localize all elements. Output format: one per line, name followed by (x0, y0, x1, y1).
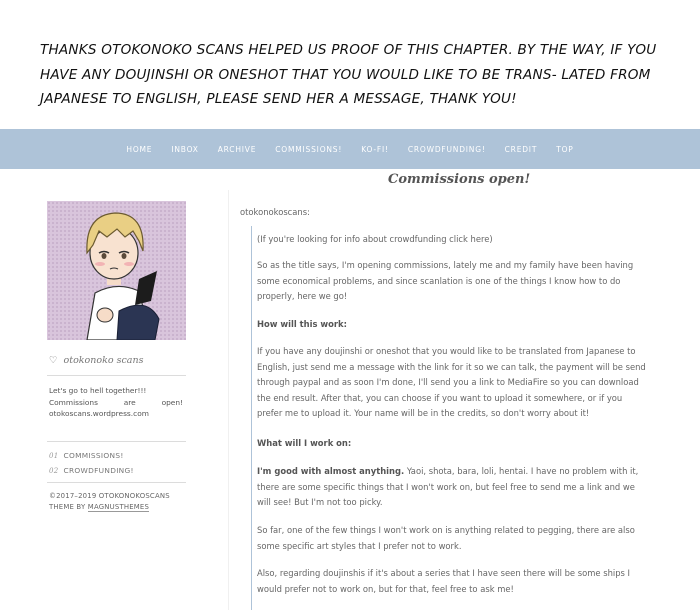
link-number: 01 (49, 452, 59, 460)
post-subheading-what (257, 436, 649, 452)
sidebar-divider (47, 375, 186, 376)
theme-prefix: THEME BY (49, 503, 88, 511)
post-subheading-how (257, 317, 649, 333)
nav-top[interactable]: TOP (556, 144, 574, 154)
nav-credit[interactable]: CREDIT (504, 144, 538, 154)
nav-archive[interactable]: ARCHIVE (217, 144, 257, 154)
link-label: COMMISSIONS! (63, 451, 124, 460)
description-word: are (123, 397, 136, 407)
nav-inbox[interactable]: INBOX (171, 144, 199, 154)
nav-home[interactable]: HOME (126, 144, 153, 154)
top-navigation (0, 129, 700, 169)
link-label: CROWDFUNDING! (63, 466, 134, 475)
sidebar-footer (49, 491, 189, 513)
sidebar-link-crowdfunding[interactable] (49, 466, 134, 475)
description-line-1: Let's go to hell together!!! (49, 386, 147, 395)
post-paragraph: So as the title says, I'm opening commissions, lately me and my family have been having some economical problems, and since scanlation is one of the things I know how to do properly, here we go! (257, 260, 634, 302)
sidebar-link-commissions[interactable] (49, 451, 124, 460)
post-author[interactable]: otokonokoscans: (240, 207, 310, 217)
nav-crowdfunding[interactable]: CROWDFUNDING! (407, 144, 486, 154)
description-link[interactable]: otokoscans.wordpress.com (49, 409, 149, 418)
post-paragraph: If you have any doujinshi or oneshot that you would like to be translated from Japanese to English, just send me a message with the link for it so we can talk, the payment will be send through paypal and as soon I'm done, I'll send you a link to MediaFire so you can download the end result. After that, you can choose if you want to upload it somewhere, or if you prefer me to upload it. Your name will be in the credits, so don't worry about it! (257, 346, 646, 419)
subheading-how-text: How will this work: (257, 319, 347, 329)
copyright-text: ©2017–2019 OTOKONOKOSCANS (49, 492, 170, 500)
post-paragraph: Also, regarding doujinshis if it's about a series that I have seen there will be some ships I would prefer not to work on, but for that, feel free to ask me! (257, 568, 631, 594)
paragraph-rest: Yaoi, shota, bara, loli, hentai. I have no problem with it, there are some specific things that I won't work on, but feel free to send me a link and we will see! But I'm not too picky. (257, 466, 639, 508)
theme-link[interactable]: MAGNUSTHEMES (87, 503, 150, 511)
crowdfunding-info-link[interactable]: (If you're looking for info about crowdfunding click here) (257, 234, 493, 244)
post-paragraph: So far, one of the few things I won't work on is anything related to pegging, there are also some specific art styles that I prefer not to work. (257, 525, 635, 551)
bold-lead: I'm good with almost anything. (257, 466, 405, 476)
description-line-2 (49, 397, 183, 409)
blog-name-label: otokonoko scans (63, 355, 144, 366)
description-word: Commissions (49, 397, 98, 407)
heart-icon: ♡ (49, 355, 58, 366)
sidebar-divider (47, 441, 186, 442)
theme-credit (49, 502, 189, 513)
description-word: open! (161, 397, 183, 407)
nav-ko-fi[interactable]: KO-FI! (361, 144, 389, 154)
post-paragraph (257, 464, 649, 511)
avatar[interactable] (47, 201, 186, 340)
subheading-what-text: What will I work on: (257, 438, 352, 448)
avatar-illustration (47, 201, 186, 340)
blog-description (49, 385, 183, 420)
blog-name[interactable] (49, 355, 187, 366)
sidebar-divider (47, 482, 186, 483)
post-title: Commissions open! (388, 172, 531, 187)
reblog-quote-bar (251, 226, 252, 610)
translator-note-text: THANKS OTOKONOKO SCANS HELPED US PROOF OF THIS CHAPTER. BY THE WAY, IF YOU HAVE ANY DOUJINSHI OR ONESHOT THAT YOU WOULD LIKE TO BE TRANS- LATED FROM JAPANESE TO ENGLISH, PLEASE SEND HER A MESSAGE, THANK YOU! (40, 42, 657, 107)
link-number: 02 (49, 467, 59, 475)
translator-note-banner (0, 0, 700, 128)
nav-commissions[interactable]: COMMISSIONS! (275, 144, 343, 154)
column-divider (228, 190, 229, 610)
